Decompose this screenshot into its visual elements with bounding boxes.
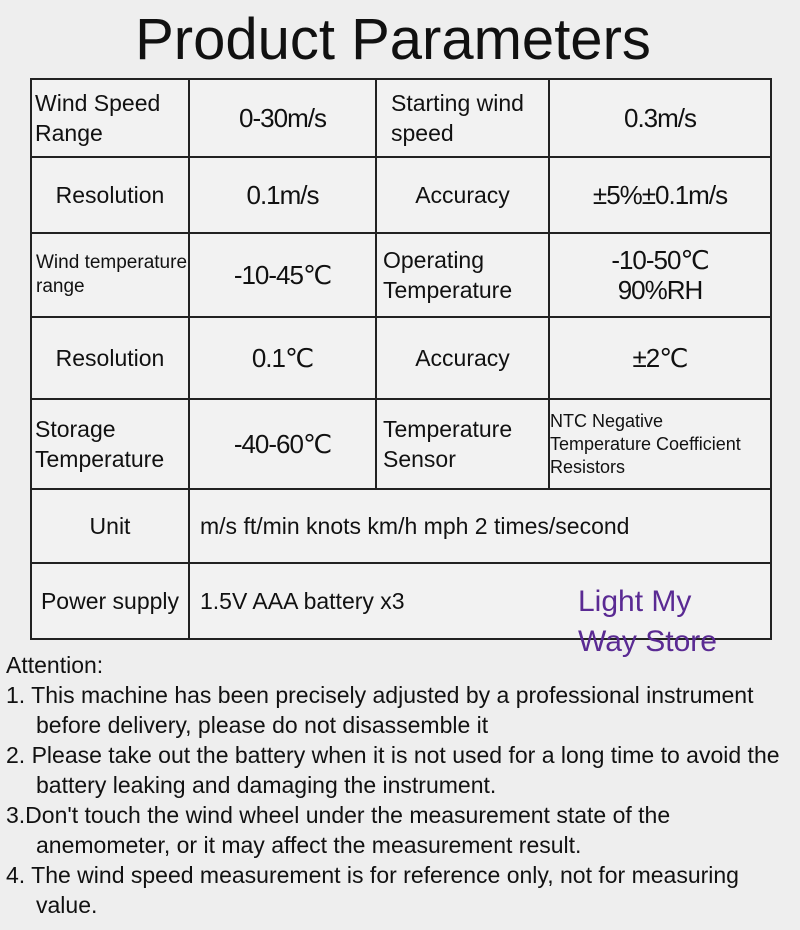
table-row xyxy=(31,317,771,399)
operating-temperature-label: Operating Temperature xyxy=(383,247,513,303)
power-supply-label: Power supply xyxy=(40,588,180,614)
wind-resolution-label: Resolution xyxy=(55,182,165,208)
temperature-accuracy-value: ±2℃ xyxy=(632,343,688,373)
parameters-table xyxy=(30,78,772,658)
wind-temperature-range-value: -10-45℃ xyxy=(233,260,332,290)
table-row xyxy=(31,563,771,639)
temperature-accuracy-label: Accuracy xyxy=(415,345,510,371)
unit-value: m/s ft/min knots km/h mph 2 times/second xyxy=(200,512,630,539)
starting-wind-speed-value: 0.3m/s xyxy=(623,103,697,133)
attention-item-4: 4. The wind speed measurement is for reference only, not for measuring value. xyxy=(6,862,739,918)
wind-accuracy-label: Accuracy xyxy=(415,182,510,208)
page-title: Product Parameters xyxy=(135,7,651,72)
storage-temperature-value: -40-60℃ xyxy=(233,429,332,459)
store-watermark: Light My Way Store xyxy=(578,584,717,658)
table-row xyxy=(31,157,771,233)
attention-section xyxy=(6,650,800,920)
temperature-resolution-value: 0.1℃ xyxy=(251,343,314,373)
wind-temperature-range-label: Wind temperature range xyxy=(36,252,188,297)
temperature-sensor-value: NTC Negative Temperature Coefficient Resistors xyxy=(550,410,741,477)
table-row xyxy=(31,399,771,489)
power-supply-value: 1.5V AAA battery x3 xyxy=(200,587,405,614)
starting-wind-speed-label: Starting wind speed xyxy=(391,90,524,146)
storage-temperature-label: Storage Temperature xyxy=(35,416,165,472)
wind-speed-range-label: Wind Speed Range xyxy=(35,90,161,146)
operating-temperature-value: -10-50℃ 90%RH xyxy=(611,245,709,305)
wind-accuracy-value: ±5%±0.1m/s xyxy=(592,180,728,210)
wind-speed-range-value: 0-30m/s xyxy=(239,103,326,133)
attention-item-1: 1. This machine has been precisely adjusted by a professional instrument before delivery, please do not disassemble it xyxy=(6,682,754,738)
unit-label: Unit xyxy=(89,513,131,539)
table-row xyxy=(31,233,771,317)
attention-item-3: 3.Don't touch the wind wheel under the measurement state of the anemometer, or it may affect the measurement result. xyxy=(6,802,671,858)
wind-resolution-value: 0.1m/s xyxy=(246,180,319,210)
temperature-resolution-label: Resolution xyxy=(55,345,165,371)
table-row xyxy=(31,489,771,563)
attention-heading: Attention: xyxy=(6,652,104,678)
table-row xyxy=(31,79,771,157)
temperature-sensor-label: Temperature Sensor xyxy=(383,416,513,472)
attention-item-2: 2. Please take out the battery when it is not used for a long time to avoid the battery leaking and damaging the instrument. xyxy=(6,742,780,798)
